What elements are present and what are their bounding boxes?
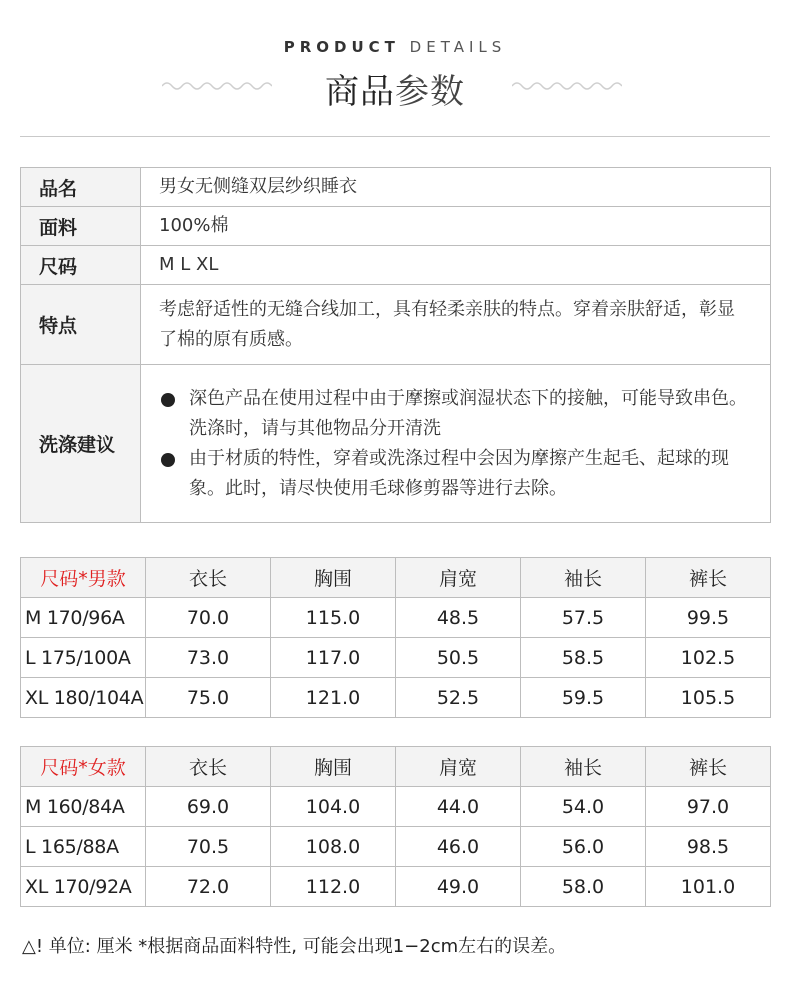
size-cell: L 175/100A [21, 638, 146, 678]
size-header-women: 尺码*女款 [21, 747, 146, 787]
table-cell: 48.5 [396, 598, 521, 638]
care-bullet [159, 384, 752, 444]
table-cell: 97.0 [646, 787, 771, 827]
info-value: 男女无侧缝双层纱织睡衣 [141, 168, 771, 207]
info-key: 洗涤建议 [21, 365, 141, 523]
table-cell: 56.0 [521, 827, 646, 867]
unit-note: △! 单位: 厘米 *根据商品面料特性, 可能会出现1−2cm左右的误差。 [22, 936, 567, 957]
table-cell: 102.5 [646, 638, 771, 678]
table-cell: 46.0 [396, 827, 521, 867]
subtitle-thin: DETAILS [409, 38, 507, 56]
info-value: 考虑舒适性的无缝合线加工，具有轻柔亲肤的特点。穿着亲肤舒适，彰显了棉的原有质感。 [141, 285, 771, 365]
title-light: 参数 [395, 72, 465, 112]
care-text: 由于材质的特性，穿着或洗涤过程中会因为摩擦产生起毛、起球的现象。此时，请尽快使用毛球修剪器等进行去除。 [189, 447, 729, 499]
table-cell: 49.0 [396, 867, 521, 907]
table-cell: 101.0 [646, 867, 771, 907]
info-key: 品名 [21, 168, 141, 207]
table-cell: 105.5 [646, 678, 771, 718]
column-header: 裤长 [646, 558, 771, 598]
table-cell: 99.5 [646, 598, 771, 638]
column-header: 袖长 [521, 558, 646, 598]
page-header [0, 0, 790, 140]
size-header-men: 尺码*男款 [21, 558, 146, 598]
table-cell: 75.0 [146, 678, 271, 718]
table-row [21, 598, 771, 638]
table-cell: 121.0 [271, 678, 396, 718]
column-header: 袖长 [521, 747, 646, 787]
table-cell: 70.5 [146, 827, 271, 867]
table-cell: 112.0 [271, 867, 396, 907]
page-title [0, 64, 790, 113]
header-subtitle [0, 38, 790, 56]
info-key: 特点 [21, 285, 141, 365]
table-cell: 54.0 [521, 787, 646, 827]
table-cell: 58.5 [521, 638, 646, 678]
table-header-row [21, 747, 771, 787]
table-cell: 108.0 [271, 827, 396, 867]
size-cell: L 165/88A [21, 827, 146, 867]
table-cell: 52.5 [396, 678, 521, 718]
size-cell: XL 170/92A [21, 867, 146, 907]
product-info-table [20, 167, 771, 523]
table-cell: 115.0 [271, 598, 396, 638]
table-cell: 50.5 [396, 638, 521, 678]
info-value [141, 365, 771, 523]
title-main: 商品 [325, 72, 395, 112]
column-header: 衣长 [146, 747, 271, 787]
table-cell: 117.0 [271, 638, 396, 678]
column-header: 肩宽 [396, 558, 521, 598]
column-header: 肩宽 [396, 747, 521, 787]
women-size-table [20, 746, 771, 907]
table-cell: 104.0 [271, 787, 396, 827]
table-cell: 98.5 [646, 827, 771, 867]
subtitle-bold: PRODUCT [283, 38, 400, 56]
care-text: 深色产品在使用过程中由于摩擦或润湿状态下的接触，可能导致串色。洗涤时，请与其他物品分开清洗 [189, 387, 747, 439]
bullet-dot-icon [161, 393, 175, 407]
info-row [21, 285, 771, 365]
size-cell: M 170/96A [21, 598, 146, 638]
table-cell: 70.0 [146, 598, 271, 638]
table-cell: 73.0 [146, 638, 271, 678]
table-cell: 44.0 [396, 787, 521, 827]
wave-decoration-right-icon [512, 80, 622, 92]
size-cell: M 160/84A [21, 787, 146, 827]
info-row [21, 168, 771, 207]
table-row [21, 787, 771, 827]
info-row [21, 246, 771, 285]
info-value: M L XL [141, 246, 771, 285]
table-row [21, 678, 771, 718]
size-cell: XL 180/104A [21, 678, 146, 718]
info-key: 尺码 [21, 246, 141, 285]
table-header-row [21, 558, 771, 598]
table-cell: 58.0 [521, 867, 646, 907]
men-size-table [20, 557, 771, 718]
table-row [21, 638, 771, 678]
info-row [21, 365, 771, 523]
table-cell: 57.5 [521, 598, 646, 638]
bullet-dot-icon [161, 453, 175, 467]
column-header: 胸围 [271, 747, 396, 787]
info-row [21, 207, 771, 246]
table-cell: 72.0 [146, 867, 271, 907]
column-header: 胸围 [271, 558, 396, 598]
column-header: 裤长 [646, 747, 771, 787]
info-value: 100%棉 [141, 207, 771, 246]
care-bullet [159, 444, 752, 504]
table-cell: 69.0 [146, 787, 271, 827]
table-row [21, 827, 771, 867]
info-key: 面料 [21, 207, 141, 246]
table-cell: 59.5 [521, 678, 646, 718]
column-header: 衣长 [146, 558, 271, 598]
header-divider [20, 136, 770, 137]
table-row [21, 867, 771, 907]
